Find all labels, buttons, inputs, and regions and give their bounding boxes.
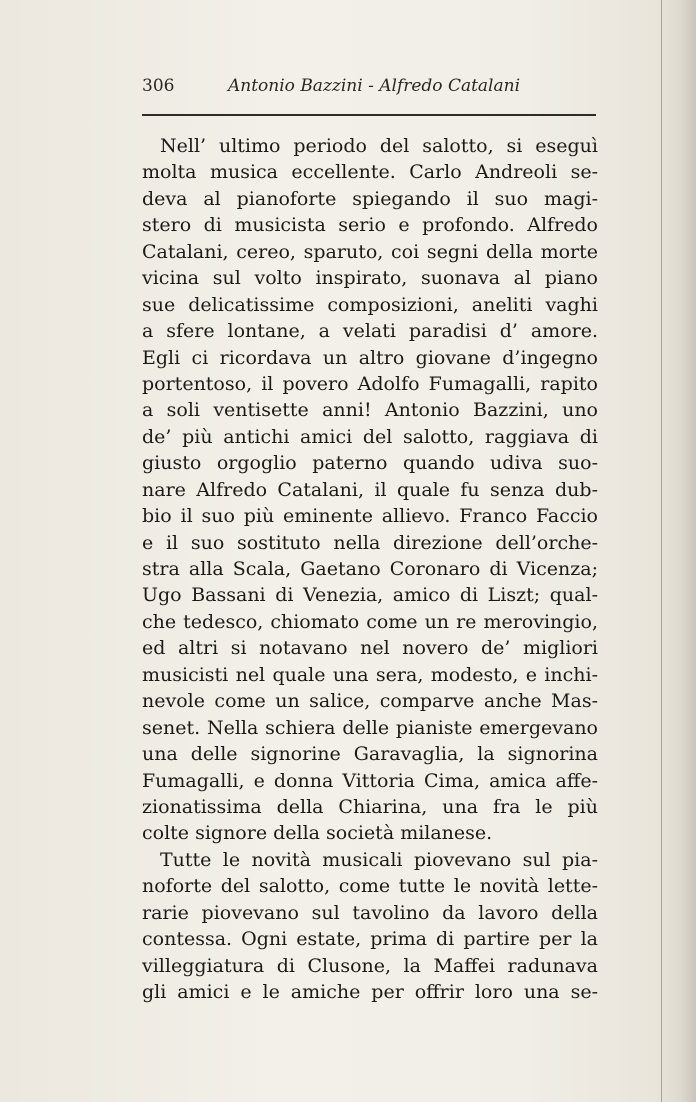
text-line: deva al pianoforte spiegando il suo magi- (142, 187, 598, 210)
text-line: che tedesco, chiomato come un re merovingio, (142, 610, 598, 633)
text-line: colte signore della società milanese. (142, 822, 493, 845)
text-line: ed altri si notavano nel novero de’ migliori (142, 637, 598, 660)
text-line: molta musica eccellente. Carlo Andreoli se- (142, 161, 598, 184)
text-line: bio il suo più eminente allievo. Franco Faccio (142, 505, 598, 528)
body-text (142, 133, 598, 1005)
text-line: nare Alfredo Catalani, il quale fu senza dub- (142, 478, 598, 501)
text-line: gli amici e le amiche per offrir loro una se- (142, 981, 598, 1003)
running-title: Antonio Bazzini - Alfredo Catalani (228, 76, 521, 96)
text-line: Fumagalli, e donna Vittoria Cima, amica affe- (142, 769, 598, 792)
text-line: stra alla Scala, Gaetano Coronaro di Vicenza; (142, 558, 598, 580)
text-line: zionatissima della Chiarina, una fra le più (142, 795, 598, 818)
text-line: Egli ci ricordava un altro giovane d’ingegno (142, 346, 598, 369)
text-line: contessa. Ogni estate, prima di partire per la (142, 928, 598, 951)
page-number: 306 (142, 76, 175, 96)
header-rule (142, 114, 596, 116)
text-line: Catalani, cereo, sparuto, coi segni della morte (142, 240, 598, 263)
page-header (142, 72, 602, 102)
page-edge-shadow (656, 0, 696, 1102)
text-line: una delle signorine Garavaglia, la signorina (142, 743, 598, 766)
text-line: a soli ventisette anni! Antonio Bazzini, uno (142, 399, 598, 422)
text-line: senet. Nella schiera delle pianiste emergevano (142, 716, 598, 739)
text-line: Tutte le novità musicali piovevano sul pia- (160, 848, 598, 871)
text-line: nevole come un salice, comparve anche Mas- (142, 690, 598, 713)
text-line: rarie piovevano sul tavolino da lavoro della (142, 901, 598, 924)
text-line: giusto orgoglio paterno quando udiva suo- (142, 452, 598, 475)
text-line: villeggiatura di Clusone, la Maffei radunava (142, 954, 598, 977)
text-line: vicina sul volto inspirato, suonava al piano (142, 267, 598, 290)
text-line: a sfere lontane, a velati paradisi d’ amore. (142, 320, 598, 343)
text-line: noforte del salotto, come tutte le novità lette- (142, 875, 598, 898)
text-line: portentoso, il povero Adolfo Fumagalli, rapito (142, 372, 598, 395)
text-line: stero di musicista serio e profondo. Alfredo (142, 214, 598, 237)
text-line: e il suo sostituto nella direzione dell’orche- (142, 531, 598, 554)
text-line: musicisti nel quale una sera, modesto, e inchi- (142, 663, 598, 686)
text-line: Nell’ ultimo periodo del salotto, si eseguì (160, 135, 598, 157)
text-line: Ugo Bassani di Venezia, amico di Liszt; qual- (142, 584, 598, 607)
text-line: de’ più antichi amici del salotto, raggiava di (142, 425, 598, 448)
text-line: sue delicatissime composizioni, aneliti vaghi (142, 293, 598, 316)
page-edge-line (661, 0, 662, 1102)
